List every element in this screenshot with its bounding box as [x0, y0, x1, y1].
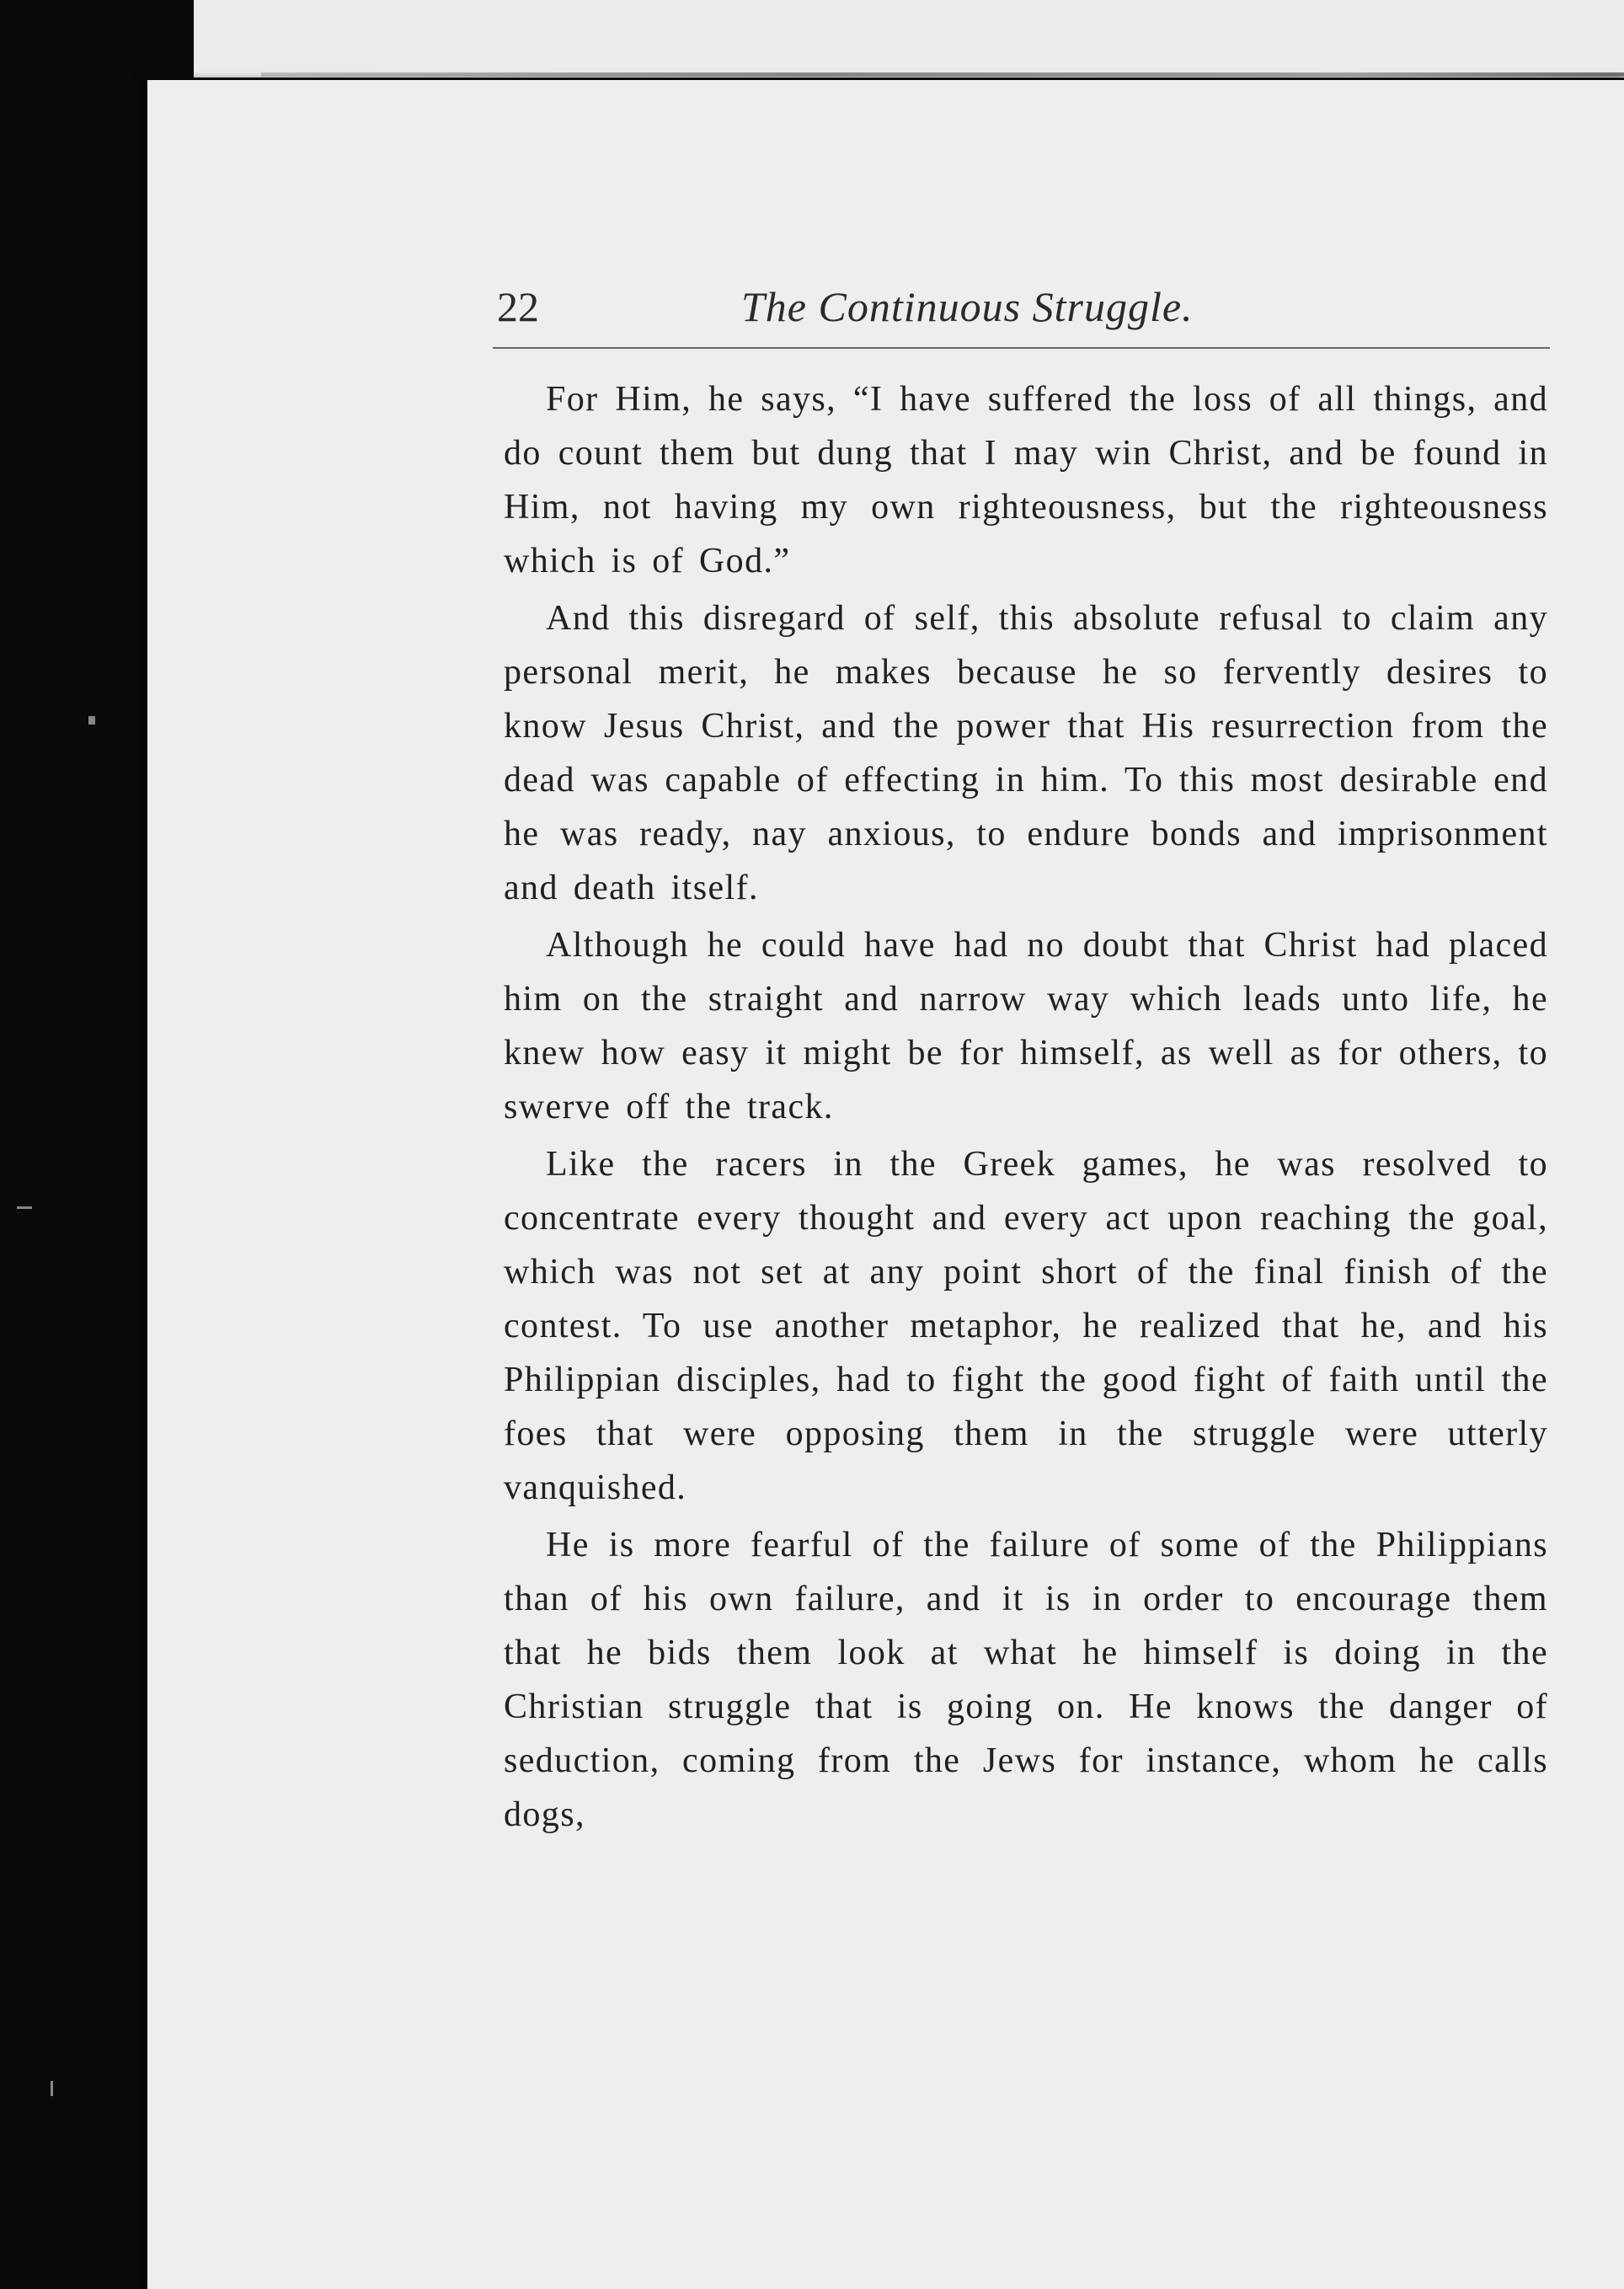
running-head: [497, 282, 1550, 341]
paragraph: Although he could have had no doubt that Christ had placed him on the straight and narrow way which leads unto life, he knew how easy it might be for himself, as well as for others, to swerve off the track.: [504, 926, 1548, 1126]
body-text: [504, 372, 1548, 1842]
paragraph: For Him, he says, “I have suffered the loss of all things, and do count them but dung that I may win Christ, and be found in Him, not having my own righteousness, but the righteousness which is of God.”: [504, 380, 1548, 580]
running-title: The Continuous Struggle.: [741, 283, 1194, 330]
scan-speck: [51, 2081, 53, 2096]
page-edge-upper: [194, 0, 1624, 78]
scan-speck: [88, 716, 95, 725]
paragraph: And this disregard of self, this absolute refusal to claim any personal merit, he makes because he so fervently desires to know Jesus Christ, and the power that His resurrection from the dead was capable of effecting in him. To this most desirable end he was ready, nay anxious, to endure bonds and imprisonment and death itself.: [504, 599, 1548, 907]
scan-speck: [17, 1206, 32, 1209]
paragraph: Like the racers in the Greek games, he was resolved to concentrate every thought and every act upon reaching the goal, which was not set at any point short of the final finish of the contest. To use another metaphor, he realized that he, and his Philippian disciples, had to fight the good fight of faith until the foes that were opposing them in the struggle were utterly vanquished.: [504, 1145, 1548, 1507]
page-edge-rule: [261, 72, 1624, 77]
paragraph: He is more fearful of the failure of some of the Philippians than of his own failure, and it is in order to encourage them that he bids them look at what he himself is doing in the Christian struggle that is going on. He knows the danger of seduction, coming from the Jews for instance, whom he calls dogs,: [504, 1526, 1548, 1834]
page-number: 22: [497, 283, 539, 330]
header-divider: [493, 347, 1550, 349]
